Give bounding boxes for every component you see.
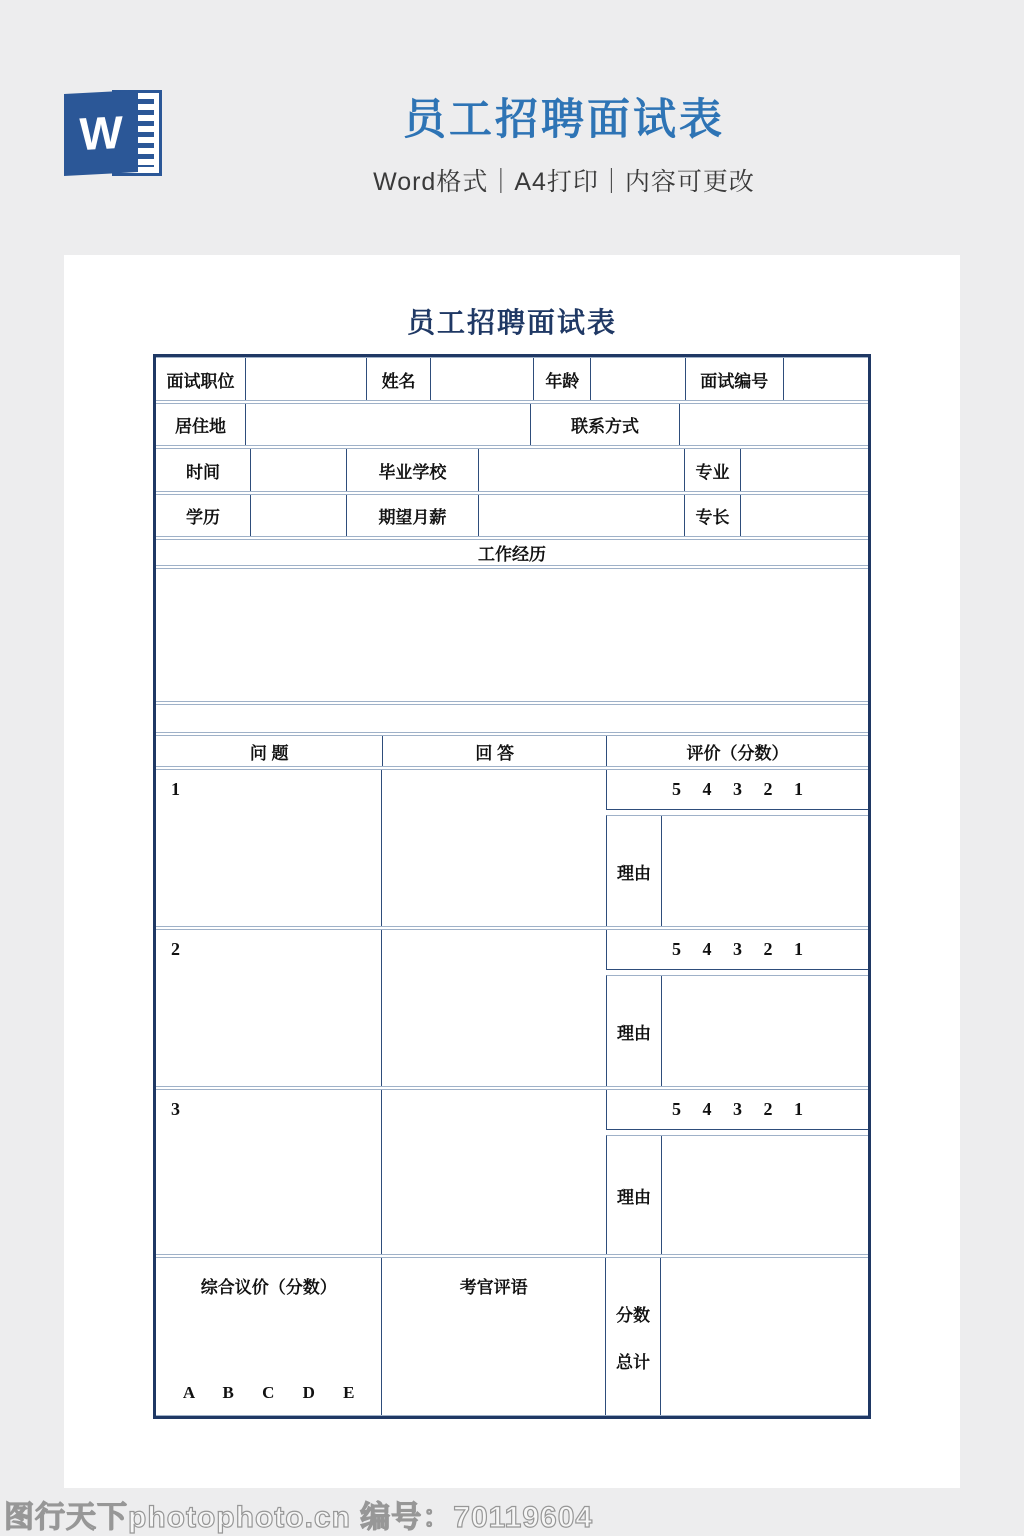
question-number-3: 3 bbox=[156, 1090, 382, 1254]
field-name[interactable] bbox=[430, 358, 533, 400]
reason-box-2 bbox=[606, 975, 868, 1086]
label-total-score-line2: 总计 bbox=[615, 1352, 650, 1372]
label-time: 时间 bbox=[185, 462, 220, 482]
label-graduate-school: 毕业学校 bbox=[346, 449, 478, 491]
field-answer-2[interactable] bbox=[382, 930, 606, 1086]
field-reason-2[interactable] bbox=[662, 976, 868, 1086]
watermark-text: 图行天下photophoto.cn 编号：70119604 bbox=[4, 1501, 594, 1534]
qa-header-row bbox=[156, 735, 868, 767]
word-icon-panel bbox=[64, 90, 138, 176]
evaluation-column-1 bbox=[606, 770, 868, 926]
field-total-score[interactable] bbox=[661, 1258, 868, 1415]
evaluation-column-3 bbox=[606, 1090, 868, 1254]
field-expected-salary[interactable] bbox=[478, 495, 684, 536]
field-education[interactable] bbox=[250, 495, 346, 536]
score-scale-1[interactable]: 5 4 3 2 1 bbox=[606, 770, 868, 810]
work-history-row bbox=[156, 568, 868, 702]
label-total-score-line1: 分数 bbox=[615, 1305, 650, 1325]
document-page bbox=[64, 255, 960, 1488]
field-interview-position[interactable] bbox=[245, 358, 366, 400]
template-subtitle: Word格式｜A4打印｜内容可更改 bbox=[373, 168, 755, 196]
question-number-1: 1 bbox=[156, 770, 382, 926]
label-reason-2: 理由 bbox=[607, 976, 662, 1086]
label-interview-number: 面试编号 bbox=[685, 358, 783, 400]
score-scale-3[interactable]: 5 4 3 2 1 bbox=[606, 1090, 868, 1130]
grade-scale[interactable]: A B C D E bbox=[182, 1383, 355, 1402]
interview-form-table bbox=[153, 354, 871, 1419]
word-icon bbox=[64, 84, 164, 182]
header-text bbox=[164, 84, 964, 198]
label-examiner-comments: 考官评语 bbox=[382, 1258, 606, 1415]
field-reason-1[interactable] bbox=[662, 816, 868, 926]
label-evaluation: 评价（分数） bbox=[606, 736, 868, 766]
overall-score-cell bbox=[156, 1258, 382, 1415]
question-block-3 bbox=[156, 1089, 868, 1255]
label-question: 问 题 bbox=[249, 743, 289, 763]
field-work-history[interactable] bbox=[156, 569, 868, 701]
total-score-cell bbox=[606, 1258, 868, 1415]
word-icon-letter: W bbox=[79, 105, 123, 161]
spacer-row bbox=[156, 704, 868, 733]
info-row-1 bbox=[156, 357, 868, 401]
field-interview-number[interactable] bbox=[783, 358, 868, 400]
question-number-2: 2 bbox=[156, 930, 382, 1086]
reason-box-3 bbox=[606, 1135, 868, 1254]
field-contact[interactable] bbox=[679, 404, 868, 445]
question-block-2 bbox=[156, 929, 868, 1087]
field-reason-3[interactable] bbox=[662, 1136, 868, 1254]
label-interview-position: 面试职位 bbox=[166, 371, 235, 391]
field-major[interactable] bbox=[740, 449, 868, 491]
work-history-header-row bbox=[156, 539, 868, 566]
question-block-1 bbox=[156, 769, 868, 927]
label-work-history: 工作经历 bbox=[478, 545, 546, 564]
label-name: 姓名 bbox=[366, 358, 430, 400]
field-graduate-school[interactable] bbox=[478, 449, 684, 491]
label-residence: 居住地 bbox=[175, 417, 226, 436]
reason-box-1 bbox=[606, 815, 868, 926]
field-answer-3[interactable] bbox=[382, 1090, 606, 1254]
label-reason-1: 理由 bbox=[607, 816, 662, 926]
preview-header bbox=[64, 84, 964, 198]
form-title: 员工招聘面试表 bbox=[406, 307, 617, 338]
info-row-3 bbox=[156, 448, 868, 492]
label-specialty: 专长 bbox=[684, 495, 740, 536]
label-education: 学历 bbox=[185, 508, 220, 527]
field-spacer[interactable] bbox=[156, 705, 868, 732]
label-total-score bbox=[606, 1258, 661, 1415]
label-major: 专业 bbox=[684, 449, 740, 491]
field-answer-1[interactable] bbox=[382, 770, 606, 926]
label-expected-salary: 期望月薪 bbox=[346, 495, 478, 536]
field-residence[interactable] bbox=[245, 404, 530, 445]
summary-block bbox=[156, 1257, 868, 1416]
label-contact: 联系方式 bbox=[530, 404, 680, 445]
template-title: 员工招聘面试表 bbox=[403, 96, 725, 144]
info-row-2 bbox=[156, 403, 868, 446]
info-row-4 bbox=[156, 494, 868, 537]
label-age: 年龄 bbox=[533, 358, 590, 400]
label-reason-3: 理由 bbox=[607, 1136, 662, 1254]
field-time[interactable] bbox=[250, 449, 346, 491]
field-specialty[interactable] bbox=[740, 495, 868, 536]
label-overall-score: 综合议价（分数） bbox=[200, 1278, 337, 1297]
label-answer: 回 答 bbox=[382, 736, 606, 766]
evaluation-column-2 bbox=[606, 930, 868, 1086]
field-age[interactable] bbox=[590, 358, 685, 400]
score-scale-2[interactable]: 5 4 3 2 1 bbox=[606, 930, 868, 970]
